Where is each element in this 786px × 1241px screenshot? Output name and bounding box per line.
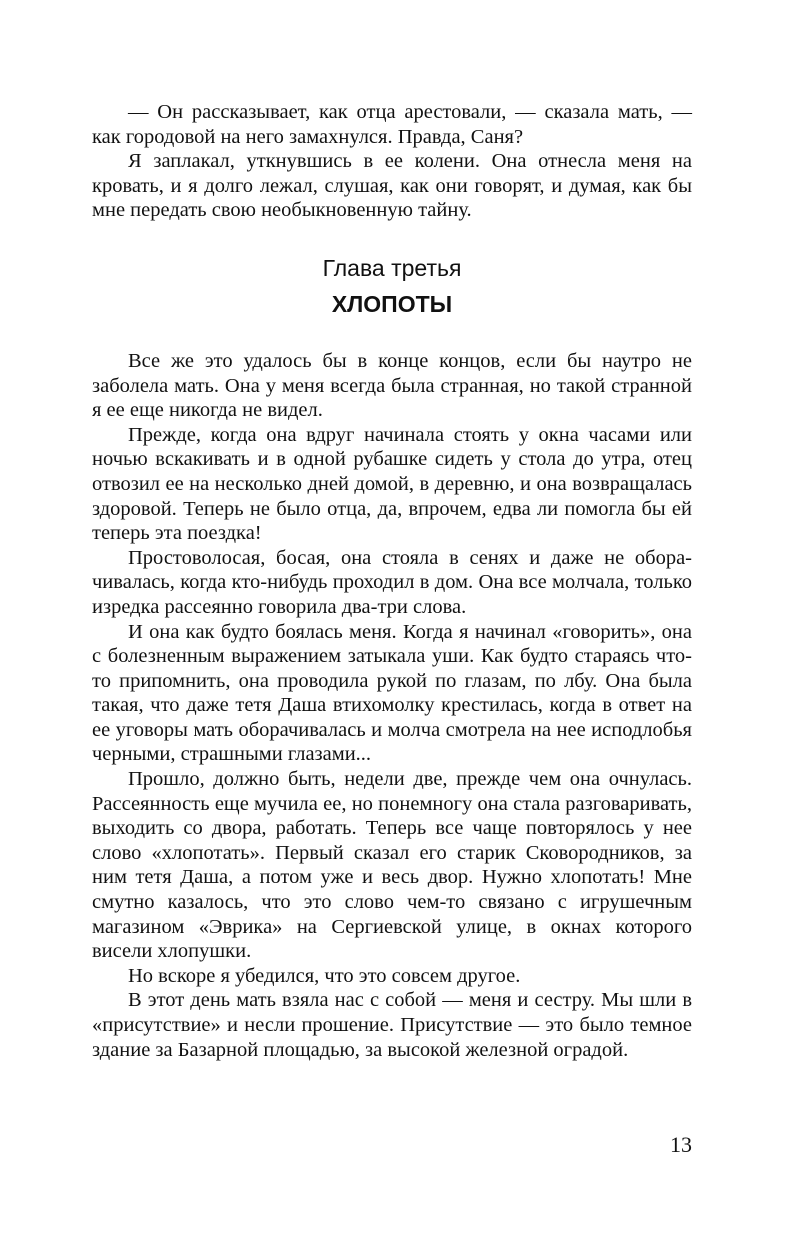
paragraph: Прежде, когда она вдруг начинала стоять у окна часами или ночью вскакивать и в одной рубашке сидеть у стола до утра, отец отвозил ее на несколько дней домой, в деревню, и она возвращалась здоровой. Теперь не было отца, да, впрочем, едва ли помогла бы ей теперь эта поездка! bbox=[92, 423, 692, 545]
chapter-label: Глава третья bbox=[322, 254, 462, 281]
paragraph: — Он рассказывает, как отца арестовали, — сказала мать, — как городовой на него замахнулся. Правда, Саня? bbox=[92, 101, 692, 148]
paragraph: Все же это удалось бы в конце концов, если бы наутро не заболела мать. Она у меня всегда была странная, но такой странной я ее еще никогда не видел. bbox=[92, 349, 692, 422]
paragraph: Но вскоре я убедился, что это совсем другое. bbox=[128, 964, 521, 987]
paragraph: В этот день мать взяла нас с собой — меня и сестру. Мы шли в «присутствие» и несли прошение. Присутствие — это было темное здание за Базарной площадью, за высокой железной оградой. bbox=[92, 989, 692, 1061]
previous-section-text bbox=[92, 100, 692, 223]
book-page bbox=[92, 100, 692, 1220]
paragraph: Простоволосая, босая, она стояла в сенях и даже не оборачивалась, когда кто-нибудь проходил в дом. Она все молчала, только изредка рассеянно говорила два-три слова. bbox=[92, 546, 692, 618]
chapter-body bbox=[92, 349, 692, 1062]
paragraph: И она как будто боялась меня. Когда я начинал «говорить», она с болезненным выражением затыкала уши. Как будто стараясь что-то припомнить, она проводила рукой по глазам, по лбу. Она была такая, что даже тетя Даша втихомолку крестилась, когда в ответ на ее уговоры мать оборачивалась и молча смотрела на нее исподлобья черными, страшными глазами... bbox=[92, 620, 692, 766]
paragraph: Я заплакал, уткнувшись в ее колени. Она отнесла меня на кровать, и я долго лежал, слушая, как они говорят, и думая, как бы мне передать свою необыкновенную тайну. bbox=[92, 150, 692, 222]
chapter-title: ХЛОПОТЫ bbox=[331, 290, 453, 317]
page-number: 13 bbox=[670, 1132, 692, 1157]
paragraph: Прошло, должно быть, недели две, прежде чем она очнулась. Рассеянность еще мучила ее, но понемногу она стала разговаривать, выходить со двора, работать. Теперь все чаще повторялось у нее слово «хлопотать». Первый сказал его старик Сковородников, за ним тетя Даша, а потом уже и весь двор. Нужно хлопотать! Мне смутно казалось, что это слово чем-то связано с игрушечным магазином «Эврика» на Сергиевской улице, в окнах которого висели хлопушки. bbox=[92, 768, 692, 963]
chapter-heading bbox=[92, 253, 692, 319]
